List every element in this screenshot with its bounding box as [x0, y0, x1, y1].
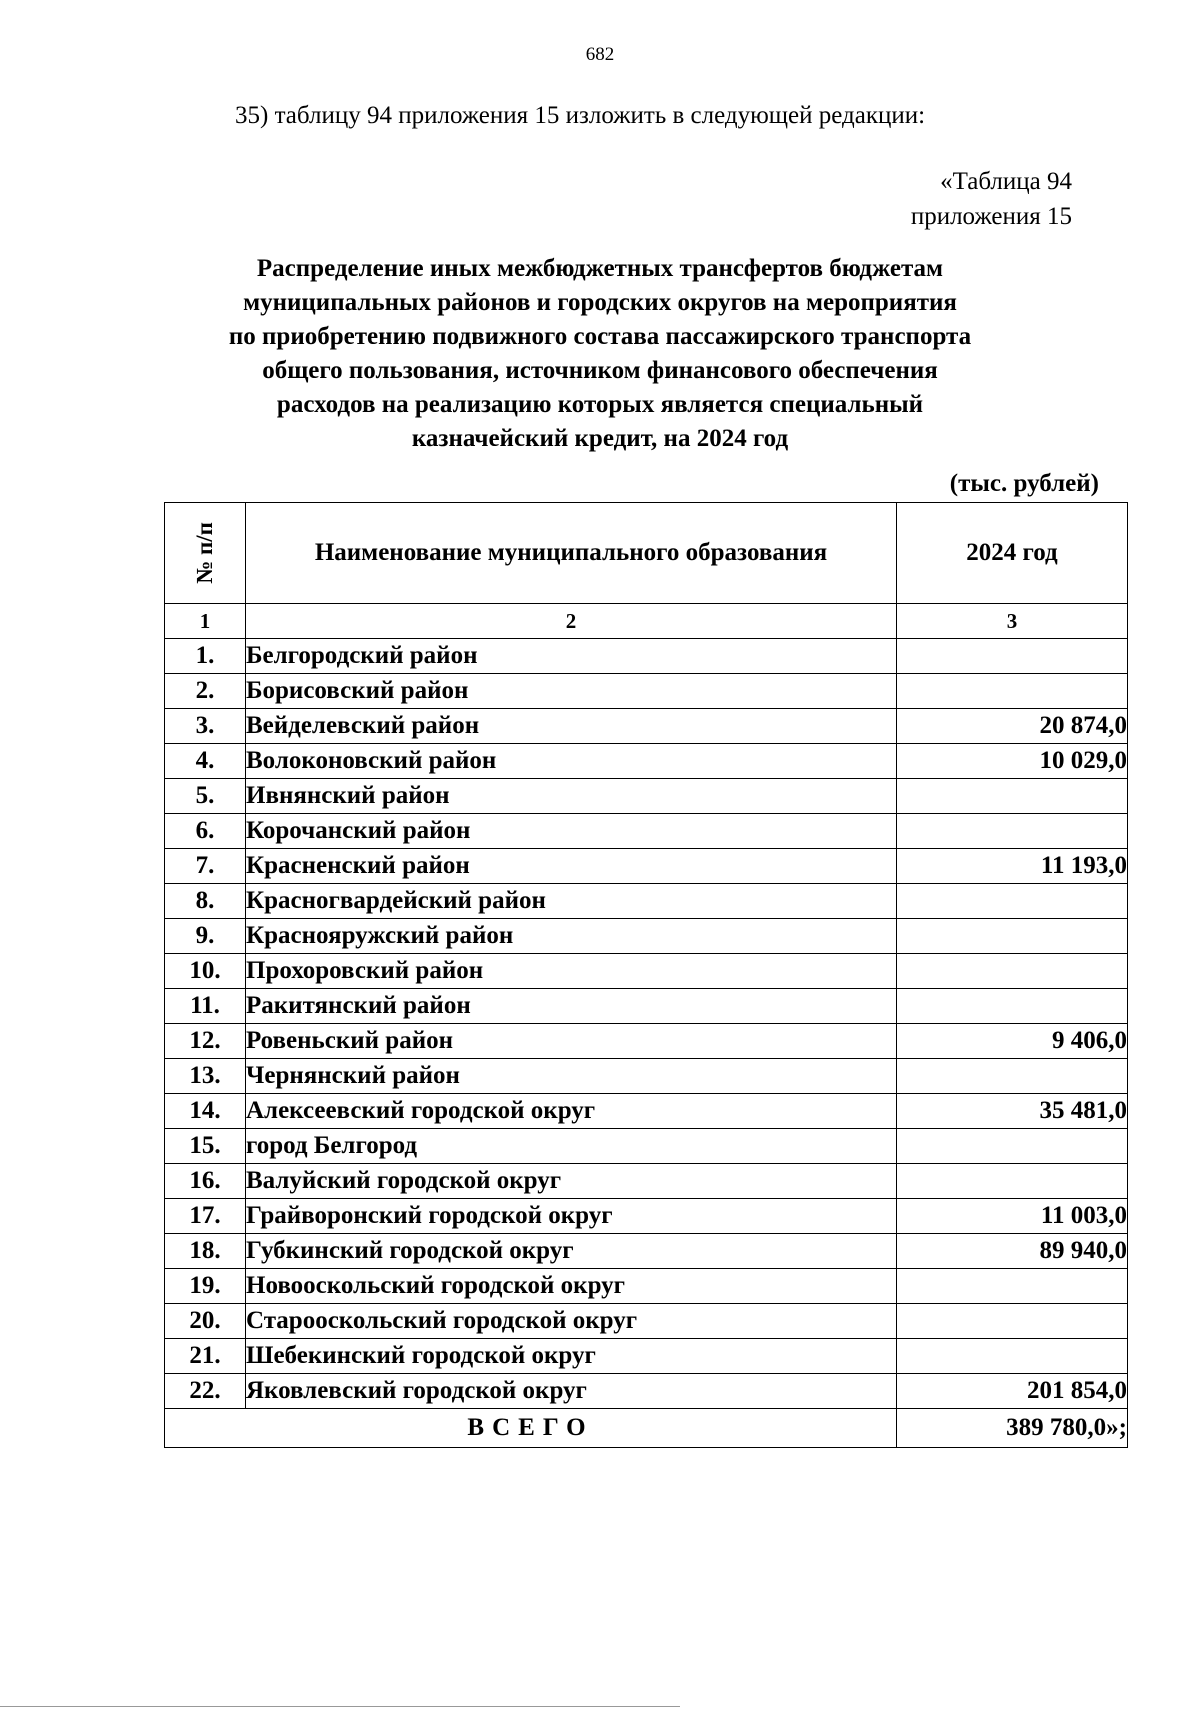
amount-2024: [897, 674, 1128, 709]
municipality-name: Волоконовский район: [246, 744, 897, 779]
row-number: 2.: [165, 674, 246, 709]
column-number: 3: [897, 604, 1128, 639]
municipality-name: Грайворонский городской округ: [246, 1199, 897, 1234]
municipality-name: Краснояружский район: [246, 919, 897, 954]
table-row: [165, 1059, 1128, 1094]
row-number: 3.: [165, 709, 246, 744]
amount-2024: [897, 1269, 1128, 1304]
amount-2024: 35 481,0: [897, 1094, 1128, 1129]
column-number: 2: [246, 604, 897, 639]
header-number-cell: [165, 503, 246, 604]
row-number: 10.: [165, 954, 246, 989]
amount-2024: 9 406,0: [897, 1024, 1128, 1059]
municipality-name: Корочанский район: [246, 814, 897, 849]
total-label: ВСЕГО: [165, 1409, 897, 1448]
total-row: [165, 1409, 1128, 1448]
table-row: [165, 1094, 1128, 1129]
table-row: [165, 884, 1128, 919]
municipality-name: Белгородский район: [246, 639, 897, 674]
row-number: 19.: [165, 1269, 246, 1304]
table-row: [165, 744, 1128, 779]
table-row: [165, 1199, 1128, 1234]
table-caption: [911, 164, 1072, 234]
amount-2024: [897, 954, 1128, 989]
table-row: [165, 1164, 1128, 1199]
page-number: 682: [585, 44, 615, 65]
amount-2024: 201 854,0: [897, 1374, 1128, 1409]
amount-2024: 11 193,0: [897, 849, 1128, 884]
municipality-name: Старооскольский городской округ: [246, 1304, 897, 1339]
footer-rule: [0, 1706, 680, 1707]
municipality-name: Прохоровский район: [246, 954, 897, 989]
column-number: 1: [165, 604, 246, 639]
row-number: 6.: [165, 814, 246, 849]
municipality-name: Чернянский район: [246, 1059, 897, 1094]
municipality-name: Красненский район: [246, 849, 897, 884]
amount-2024: [897, 639, 1128, 674]
row-number: 8.: [165, 884, 246, 919]
table-row: [165, 639, 1128, 674]
table-row: [165, 1339, 1128, 1374]
amount-2024: [897, 919, 1128, 954]
municipality-name: Красногвардейский район: [246, 884, 897, 919]
header-year-cell: 2024 год: [897, 503, 1128, 604]
amendment-instruction: 35) таблицу 94 приложения 15 изложить в следующей редакции:: [235, 102, 926, 129]
table-row: [165, 814, 1128, 849]
amount-2024: [897, 1304, 1128, 1339]
table-row: [165, 1269, 1128, 1304]
header-number-label: № п/п: [191, 522, 217, 584]
table-row: [165, 1304, 1128, 1339]
title-line: казначейский кредит, на 2024 год: [411, 425, 789, 452]
amount-2024: [897, 1164, 1128, 1199]
row-number: 1.: [165, 639, 246, 674]
table-row: [165, 1024, 1128, 1059]
title-line: общего пользования, источником финансового обеспечения: [262, 357, 938, 384]
transfers-table: [164, 502, 1128, 1448]
municipality-name: Борисовский район: [246, 674, 897, 709]
municipality-name: Ивнянский район: [246, 779, 897, 814]
table-header-row: [165, 503, 1128, 604]
amount-2024: 11 003,0: [897, 1199, 1128, 1234]
row-number: 14.: [165, 1094, 246, 1129]
municipality-name: город Белгород: [246, 1129, 897, 1164]
row-number: 7.: [165, 849, 246, 884]
title-line: муниципальных районов и городских округов на мероприятия: [243, 289, 957, 316]
title-line: Распределение иных межбюджетных трансфертов бюджетам: [256, 255, 944, 282]
amount-2024: [897, 814, 1128, 849]
header-name-cell: Наименование муниципального образования: [246, 503, 897, 604]
units-label: (тыс. рублей): [949, 470, 1099, 497]
row-number: 21.: [165, 1339, 246, 1374]
municipality-name: Алексеевский городской округ: [246, 1094, 897, 1129]
table-row: [165, 1129, 1128, 1164]
municipality-name: Ракитянский район: [246, 989, 897, 1024]
amount-2024: [897, 1059, 1128, 1094]
municipality-name: Вейделевский район: [246, 709, 897, 744]
title-line: по приобретению подвижного состава пассажирского транспорта: [228, 323, 972, 350]
table-row: [165, 919, 1128, 954]
amount-2024: [897, 1339, 1128, 1374]
total-amount: 389 780,0»;: [897, 1409, 1128, 1448]
row-number: 15.: [165, 1129, 246, 1164]
row-number: 4.: [165, 744, 246, 779]
row-number: 16.: [165, 1164, 246, 1199]
amount-2024: 89 940,0: [897, 1234, 1128, 1269]
table-caption-line-2: приложения 15: [910, 203, 1072, 230]
municipality-name: Новооскольский городской округ: [246, 1269, 897, 1304]
row-number: 11.: [165, 989, 246, 1024]
table-row: [165, 954, 1128, 989]
municipality-name: Яковлевский городской округ: [246, 1374, 897, 1409]
row-number: 12.: [165, 1024, 246, 1059]
municipality-name: Ровеньский район: [246, 1024, 897, 1059]
row-number: 18.: [165, 1234, 246, 1269]
table-row: [165, 1374, 1128, 1409]
amount-2024: [897, 884, 1128, 919]
table-row: [165, 989, 1128, 1024]
row-number: 22.: [165, 1374, 246, 1409]
table-row: [165, 849, 1128, 884]
row-number: 13.: [165, 1059, 246, 1094]
table-caption-line-1: «Таблица 94: [940, 168, 1072, 195]
amount-2024: 20 874,0: [897, 709, 1128, 744]
row-number: 5.: [165, 779, 246, 814]
title-line: расходов на реализацию которых является специальный: [276, 391, 924, 418]
table-row: [165, 1234, 1128, 1269]
table-row: [165, 779, 1128, 814]
amount-2024: [897, 1129, 1128, 1164]
row-number: 20.: [165, 1304, 246, 1339]
amount-2024: [897, 779, 1128, 814]
table-row: [165, 709, 1128, 744]
column-numbers-row: [165, 604, 1128, 639]
row-number: 9.: [165, 919, 246, 954]
table-row: [165, 674, 1128, 709]
row-number: 17.: [165, 1199, 246, 1234]
document-title: [150, 252, 1050, 456]
municipality-name: Губкинский городской округ: [246, 1234, 897, 1269]
amount-2024: 10 029,0: [897, 744, 1128, 779]
municipality-name: Шебекинский городской округ: [246, 1339, 897, 1374]
municipality-name: Валуйский городской округ: [246, 1164, 897, 1199]
amount-2024: [897, 989, 1128, 1024]
